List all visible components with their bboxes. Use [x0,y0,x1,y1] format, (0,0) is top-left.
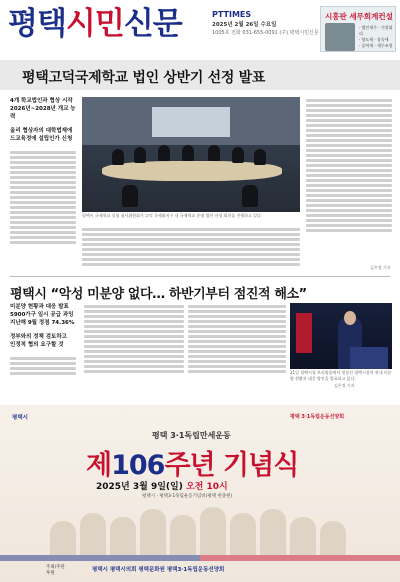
story2-column-3 [188,303,286,399]
logo-part-2: 시민 [65,6,124,42]
story2-column-2 [84,303,184,399]
banner-host-label-2: 후원 [46,571,55,576]
banner-title-number: 106 [111,450,165,481]
story2-author: 김은정 기자 [334,383,355,388]
newspaper-logo[interactable] [8,6,182,42]
header-ad[interactable] [320,6,396,52]
story2-headline-block [10,283,390,302]
story1-subhead-1b: 2026년~2028년 개교 능력 [10,106,76,120]
logo-part-3: 신문 [123,6,182,42]
banner-title-suffix: 주년 기념식 [164,450,299,481]
story2-photo[interactable] [290,303,392,369]
banner-date [96,479,228,492]
banner-venue: 평택시 · 평택3·1독립운동기념비(평택 현충원) [142,494,233,499]
story1-author: 김은정 기자 [370,265,391,270]
header-ad-lines [359,25,395,49]
story1-photo[interactable] [82,97,300,212]
header-ad-photo [325,23,355,51]
story2-left-column [10,303,76,399]
brand-block [212,10,322,36]
banner-date-text: 2025년 3월 9일(일) [96,482,183,492]
banner-host-labels [46,565,65,577]
banner-stripe [0,555,400,561]
banner-sponsor-logos: 평택시 평택시의회 평택문화원 평택3·1독립운동선양회 [92,567,225,573]
story1-right-column [306,97,392,263]
story2-subhead-1b: 5900가구 일시 공급 과잉 [10,312,74,318]
banner-time-text: 오전 10시 [185,482,228,492]
banner-gov-left: 평택시 [12,415,28,421]
header-ad-title: 시흥판 세무회계컨설 [325,12,393,21]
header-ad-line: · 양도세 · 상속세 [359,37,389,42]
story1-subhead-1: 4개 학교법인과 협상 시작 [10,98,73,104]
banner-gov-right: 평택 3·1독립운동선양회 [290,414,345,420]
masthead [0,0,400,58]
banner-host-label: 주최/주관 [46,565,65,570]
section-divider [10,276,390,277]
story1-headline-bar [0,60,400,90]
story2-subhead-2b: 인정적 협의 요구할 것 [10,342,64,348]
banner-title [86,443,298,482]
story1-photo-caption: 평택시 국제학교 설립 심사위원회가 고덕 국제화지구 내 국제학교 운영 법인 선정 회의를 진행하고 있다. [82,213,263,218]
story2-subhead-1: 미분양 현황과 대응 발표 [10,304,69,310]
brand-name: PTTIMES [212,10,252,19]
story2-subhead-1c: 지난해 9월 정점 74.36% [10,320,75,326]
issue-meta: 1005호 전화 031-655-0091 (주) 평택시민신문 [212,30,319,36]
story1-headline[interactable]: 평택고덕국제학교 법인 상반기 선정 발표 [22,70,266,86]
banner-subtitle: 평택 3·1독립만세운동 [152,431,231,440]
story1-subhead-2: 올리 협상자의 대학법제에 [10,128,73,134]
commemoration-banner-ad[interactable] [0,405,400,582]
issue-date: 2025년 2월 26일 수요일 [212,22,277,28]
banner-figures [40,503,360,555]
logo-part-1: 평택 [8,6,66,42]
story1-left-column [10,97,76,267]
story1-body-bottom [82,226,300,270]
story2-headline[interactable]: 평택시 “악성 미분양 없다… 하반기부터 점진적 해소” [10,287,307,302]
story2-photo-caption: 21일 평택시청 브리핑룸에서 정장선 평택시장이 관내 미분양 현황과 대응 방안을 발표하고 있다. [290,370,392,381]
header-ad-line: · 증여세 · 세무조정 [359,43,393,48]
story1-subhead-2b: 드교육정에 설립인가 신청 [10,136,73,142]
story2-subhead-2: 정부와의 정책 검토하고 [10,334,67,340]
banner-title-prefix: 제 [86,450,112,481]
header-ad-line: · 법인세무 · 기장대리 [359,25,393,36]
